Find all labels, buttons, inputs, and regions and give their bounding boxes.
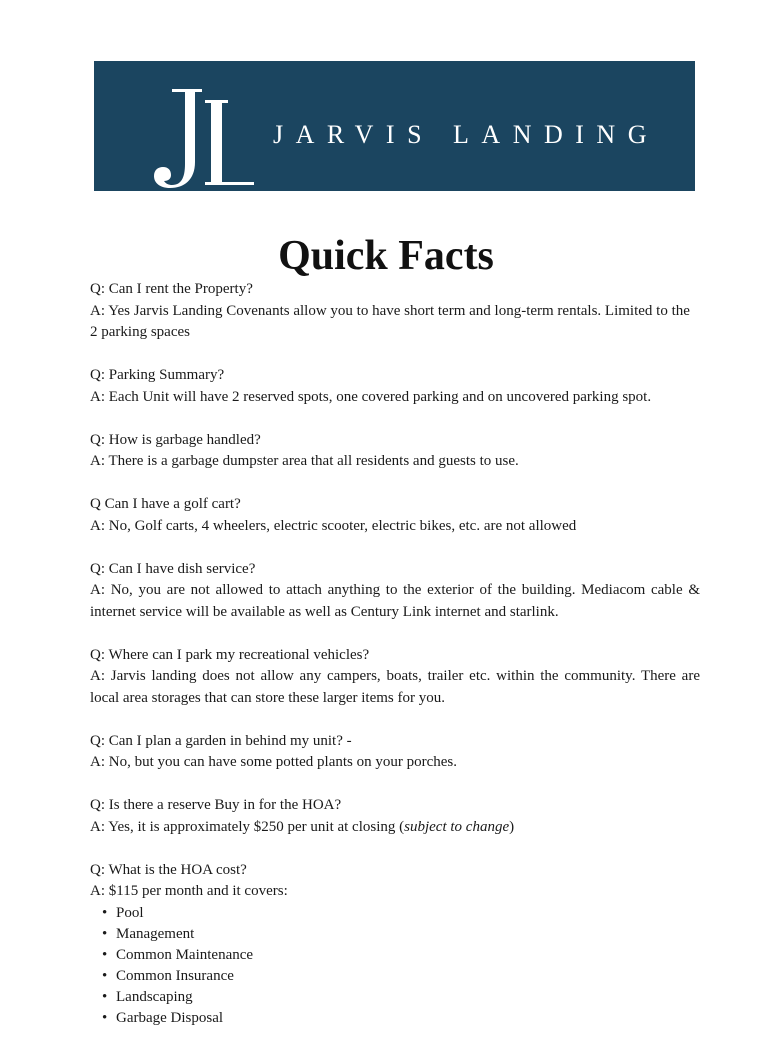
faq-question: Q: Is there a reserve Buy in for the HOA?	[90, 797, 342, 813]
list-item: • Pool	[90, 903, 700, 924]
faq-item	[90, 279, 700, 344]
faq-answer: A: No, but you can have some potted plants on your porches.	[90, 754, 458, 770]
faq-question: Q: Can I rent the Property?	[90, 281, 253, 297]
faq-question: Q: What is the HOA cost?	[90, 861, 247, 878]
jl-logo-icon	[150, 84, 260, 192]
faq-answer: A: Jarvis landing does not allow any campers, boats, trailer etc. within the community. There are local area storages that can store these larger items for you.	[90, 668, 700, 706]
faq-item	[90, 731, 700, 774]
page-title: Quick Facts	[278, 233, 494, 280]
faq-answer: A: Each Unit will have 2 reserved spots, one covered parking and on uncovered parking spot.	[90, 388, 652, 405]
faq-answer: A: Yes Jarvis Landing Covenants allow you to have short term and long-term rentals. Limited to the 2 parking spaces	[90, 302, 690, 340]
faq-item	[90, 494, 700, 537]
faq-answer: A: $115 per month and it covers:	[90, 883, 288, 899]
faq-question: Q Can I have a golf cart?	[90, 496, 241, 512]
brand-name: JARVIS LANDING	[273, 120, 659, 149]
faq-question: Q: Can I plan a garden in behind my unit? -	[90, 732, 352, 749]
faq-answer-text: A: Yes, it is approximately $250 per unit at closing (	[90, 818, 405, 835]
faq-item	[90, 365, 700, 408]
list-item: • Management	[90, 924, 700, 945]
faq-item	[90, 559, 700, 624]
faq-answer	[90, 817, 700, 839]
faq-item	[90, 430, 700, 473]
list-item: • Common Maintenance	[90, 945, 700, 966]
faq-answer: A: There is a garbage dumpster area that all residents and guests to use.	[90, 453, 519, 469]
list-item: • Common Insurance	[90, 966, 700, 987]
faq-item	[90, 795, 700, 838]
list-item: • Landscaping	[90, 987, 700, 1008]
faq-question: Q: Can I have dish service?	[90, 560, 256, 577]
faq-item	[90, 860, 700, 1029]
faq-question: Q: Parking Summary?	[90, 367, 225, 383]
faq-question: Q: How is garbage handled?	[90, 431, 261, 448]
faq-question: Q: Where can I park my recreational vehicles?	[90, 646, 370, 663]
hoa-covers-list	[90, 903, 700, 1029]
faq-answer: A: No, Golf carts, 4 wheelers, electric scooter, electric bikes, etc. are not allowed	[90, 517, 577, 534]
faq-answer-close: )	[509, 818, 515, 835]
faq-item	[90, 645, 700, 710]
faq-list	[90, 279, 700, 1050]
list-item: • Garbage Disposal	[90, 1008, 700, 1029]
faq-answer-note: subject to change	[404, 818, 510, 835]
faq-answer: A: No, you are not allowed to attach anything to the exterior of the building. Mediacom cable & internet service will be available as well as Century Link internet and starlink.	[90, 582, 700, 620]
